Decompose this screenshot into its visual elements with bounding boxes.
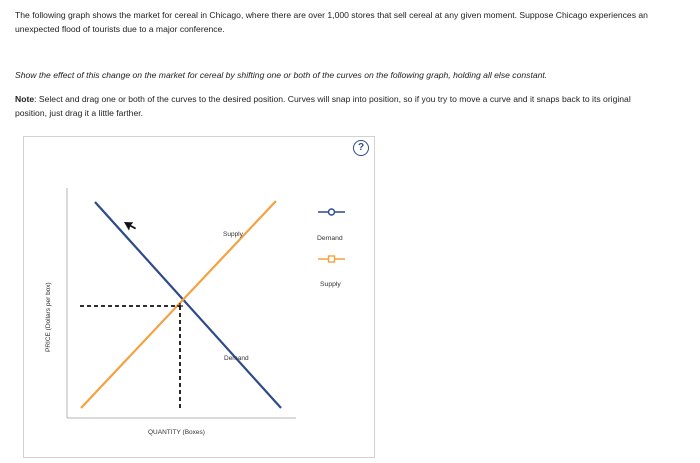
supply-curve[interactable] bbox=[81, 201, 276, 408]
demand-curve[interactable] bbox=[95, 202, 281, 408]
question-instruction: Show the effect of this change on the market for cereal by shifting one or both of the curves on the following graph, holding all else constant. bbox=[15, 70, 548, 80]
legend-supply-label: Supply bbox=[320, 281, 341, 288]
circle-handle-icon bbox=[329, 209, 335, 215]
supply-tool[interactable] bbox=[318, 256, 345, 262]
note-label: Note bbox=[15, 94, 35, 104]
mouse-cursor-icon bbox=[124, 218, 137, 232]
demand-tool[interactable] bbox=[318, 209, 345, 215]
x-axis-label: QUANTITY (Boxes) bbox=[148, 429, 205, 436]
question-intro: The following graph shows the market for cereal in Chicago, where there are over 1,000 stores that sell cereal at any given moment. Suppose Chicago experiences an unexpected flood of tourists due to a major conference. bbox=[15, 10, 648, 34]
demand-curve-label: Demand bbox=[224, 355, 249, 362]
square-handle-icon bbox=[329, 256, 335, 262]
note-text: : Select and drag one or both of the curves to the desired position. Curves will snap into position, so if you try to move a curve and it snaps back to its original position, just drag it a little farther. bbox=[15, 94, 631, 118]
supply-curve-label: Supply bbox=[223, 231, 243, 238]
help-icon[interactable]: ? bbox=[353, 140, 369, 156]
legend-demand-label: Demand bbox=[317, 235, 343, 242]
y-axis-label: PRICE (Dollars per box) bbox=[45, 282, 52, 352]
